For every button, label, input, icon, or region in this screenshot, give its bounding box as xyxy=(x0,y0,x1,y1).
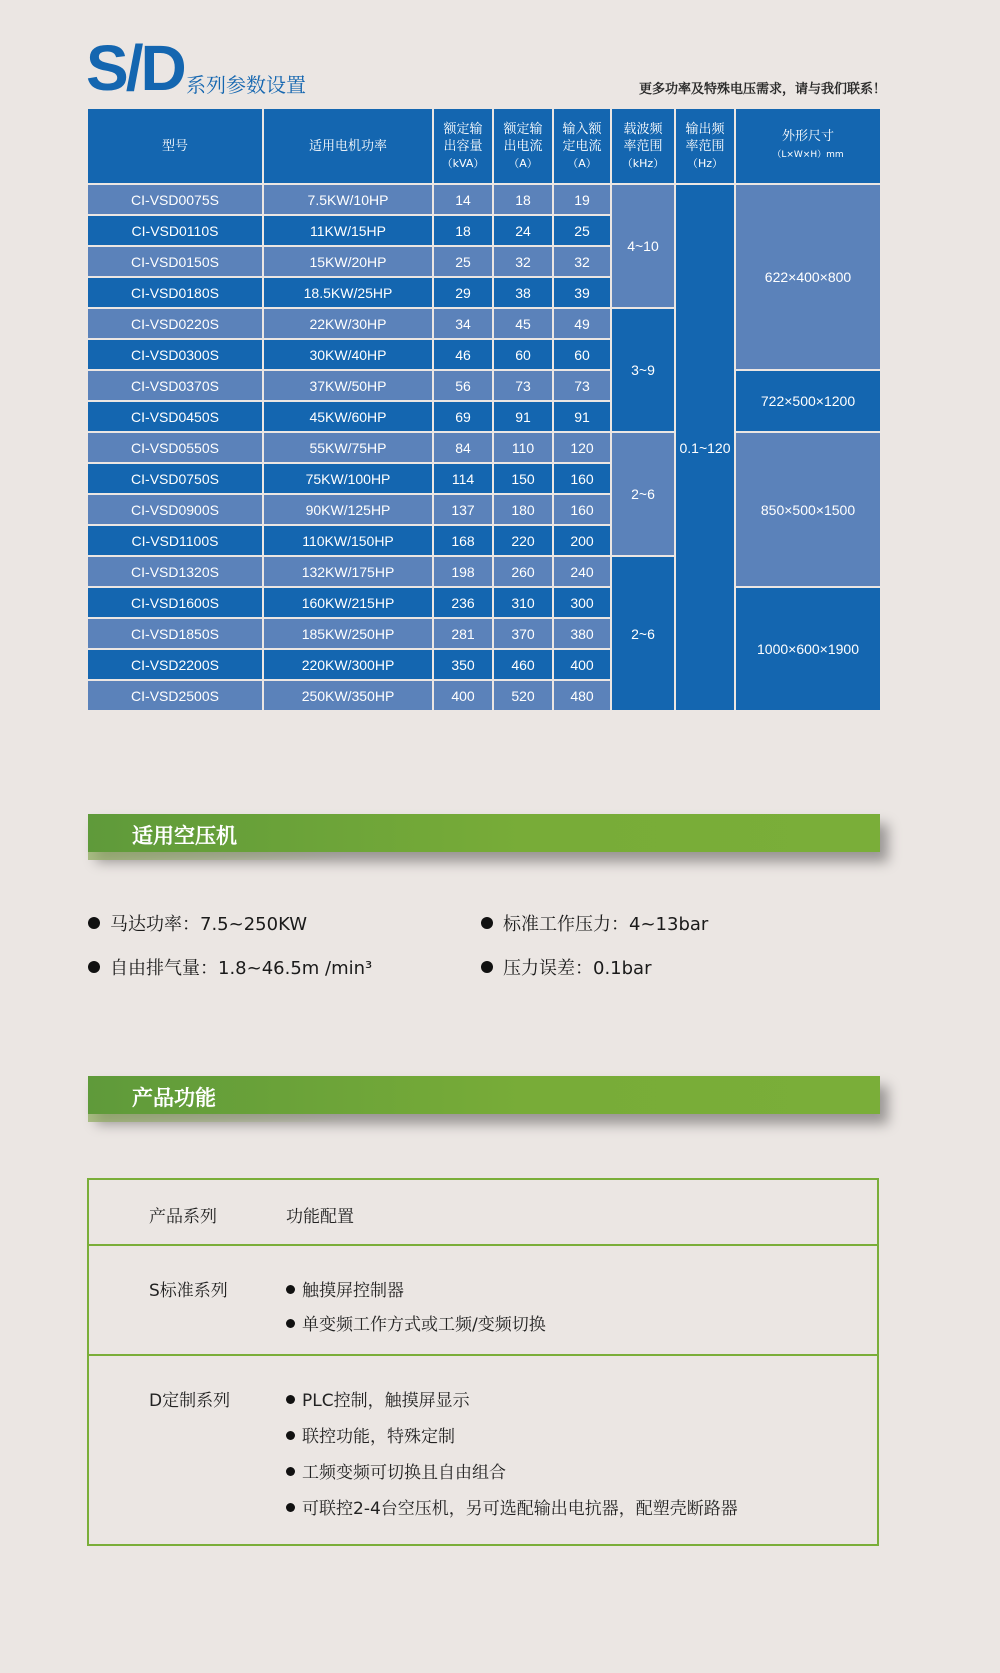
series-name: D定制系列 xyxy=(149,1391,231,1411)
cell-kva: 281 xyxy=(433,618,493,649)
section-title: 适用空压机 xyxy=(132,824,237,848)
function-row-custom xyxy=(89,1356,877,1544)
spec-table xyxy=(86,107,882,712)
cell-power: 22KW/30HP xyxy=(263,308,433,339)
function-header-config: 功能配置 xyxy=(286,1207,354,1227)
cell-out-current: 520 xyxy=(493,680,553,711)
page-header xyxy=(86,32,886,104)
header-motor-power: 适用电机功率 xyxy=(263,108,433,184)
feature-item: 联控功能，特殊定制 xyxy=(286,1422,455,1447)
spec-header-row xyxy=(87,108,881,184)
cell-kva: 34 xyxy=(433,308,493,339)
cell-kva: 14 xyxy=(433,184,493,215)
cell-kva: 137 xyxy=(433,494,493,525)
table-row xyxy=(87,370,881,401)
bullet-icon xyxy=(286,1503,295,1512)
cell-out-current: 60 xyxy=(493,339,553,370)
header-rated-capacity: 额定输 出容量 （kVA） xyxy=(433,108,493,184)
spec-item-pressure-error: 压力误差：0.1bar xyxy=(481,954,651,980)
cell-out-current: 220 xyxy=(493,525,553,556)
cell-power: 250KW/350HP xyxy=(263,680,433,711)
cell-out-current: 260 xyxy=(493,556,553,587)
cell-model: CI-VSD1850S xyxy=(87,618,263,649)
bullet-icon xyxy=(286,1467,295,1476)
series-subtitle: 系列参数设置 xyxy=(186,73,306,97)
cell-carrier-freq: 4~10 xyxy=(611,184,675,308)
bullet-icon xyxy=(286,1395,295,1404)
function-header-series: 产品系列 xyxy=(149,1207,217,1227)
cell-model: CI-VSD0450S xyxy=(87,401,263,432)
spec-item-air-delivery: 自由排气量：1.8~46.5m /min³ xyxy=(88,954,372,980)
cell-output-freq: 0.1~120 xyxy=(675,184,735,711)
cell-in-current: 91 xyxy=(553,401,611,432)
cell-power: 110KW/150HP xyxy=(263,525,433,556)
cell-model: CI-VSD1320S xyxy=(87,556,263,587)
function-table xyxy=(87,1178,879,1546)
cell-model: CI-VSD0900S xyxy=(87,494,263,525)
cell-model: CI-VSD1600S xyxy=(87,587,263,618)
cell-power: 220KW/300HP xyxy=(263,649,433,680)
bullet-icon xyxy=(481,917,493,929)
cell-dimensions: 722×500×1200 xyxy=(735,370,881,432)
spec-item-work-pressure: 标准工作压力：4~13bar xyxy=(481,910,708,936)
cell-carrier-freq: 2~6 xyxy=(611,556,675,711)
header-carrier-freq: 载波频 率范围 （kHz） xyxy=(611,108,675,184)
cell-kva: 236 xyxy=(433,587,493,618)
cell-out-current: 38 xyxy=(493,277,553,308)
cell-kva: 350 xyxy=(433,649,493,680)
feature-item: 触摸屏控制器 xyxy=(286,1276,404,1301)
header-input-current: 输入额 定电流 （A） xyxy=(553,108,611,184)
cell-power: 45KW/60HP xyxy=(263,401,433,432)
cell-kva: 114 xyxy=(433,463,493,494)
cell-in-current: 200 xyxy=(553,525,611,556)
cell-model: CI-VSD0370S xyxy=(87,370,263,401)
bullet-icon xyxy=(88,961,100,973)
cell-kva: 168 xyxy=(433,525,493,556)
cell-dimensions: 850×500×1500 xyxy=(735,432,881,587)
cell-model: CI-VSD2200S xyxy=(87,649,263,680)
cell-kva: 46 xyxy=(433,339,493,370)
section-title: 产品功能 xyxy=(132,1086,216,1110)
cell-model: CI-VSD0220S xyxy=(87,308,263,339)
bullet-icon xyxy=(88,917,100,929)
bullet-icon xyxy=(286,1319,295,1328)
cell-power: 30KW/40HP xyxy=(263,339,433,370)
cell-in-current: 480 xyxy=(553,680,611,711)
cell-in-current: 300 xyxy=(553,587,611,618)
cell-in-current: 160 xyxy=(553,463,611,494)
header-dimensions: 外形尺寸 （L×W×H）mm xyxy=(735,108,881,184)
cell-power: 90KW/125HP xyxy=(263,494,433,525)
cell-power: 55KW/75HP xyxy=(263,432,433,463)
cell-kva: 198 xyxy=(433,556,493,587)
cell-out-current: 32 xyxy=(493,246,553,277)
cell-power: 11KW/15HP xyxy=(263,215,433,246)
cell-in-current: 380 xyxy=(553,618,611,649)
contact-note: 更多功率及特殊电压需求，请与我们联系！ xyxy=(638,82,886,97)
cell-model: CI-VSD0150S xyxy=(87,246,263,277)
cell-model: CI-VSD0110S xyxy=(87,215,263,246)
cell-out-current: 310 xyxy=(493,587,553,618)
feature-item: 单变频工作方式或工频/变频切换 xyxy=(286,1310,546,1335)
feature-item: 可联控2-4台空压机，另可选配输出电抗器，配塑壳断路器 xyxy=(286,1494,738,1519)
bullet-icon xyxy=(286,1431,295,1440)
cell-model: CI-VSD0750S xyxy=(87,463,263,494)
cell-power: 75KW/100HP xyxy=(263,463,433,494)
cell-dimensions: 622×400×800 xyxy=(735,184,881,370)
cell-in-current: 19 xyxy=(553,184,611,215)
cell-carrier-freq: 3~9 xyxy=(611,308,675,432)
function-row-standard xyxy=(89,1246,877,1356)
series-title: S/D xyxy=(86,32,184,104)
compressor-spec-list xyxy=(88,908,888,998)
cell-out-current: 180 xyxy=(493,494,553,525)
cell-model: CI-VSD0075S xyxy=(87,184,263,215)
table-row xyxy=(87,587,881,618)
cell-kva: 25 xyxy=(433,246,493,277)
cell-in-current: 25 xyxy=(553,215,611,246)
cell-in-current: 39 xyxy=(553,277,611,308)
header-model: 型号 xyxy=(87,108,263,184)
function-header-row xyxy=(89,1180,877,1246)
cell-in-current: 400 xyxy=(553,649,611,680)
cell-model: CI-VSD0300S xyxy=(87,339,263,370)
cell-out-current: 460 xyxy=(493,649,553,680)
spec-item-motor-power: 马达功率：7.5~250KW xyxy=(88,910,307,936)
section-function-header xyxy=(88,1076,880,1116)
feature-item: 工频变频可切换且自由组合 xyxy=(286,1458,506,1483)
cell-kva: 56 xyxy=(433,370,493,401)
cell-in-current: 120 xyxy=(553,432,611,463)
cell-power: 15KW/20HP xyxy=(263,246,433,277)
cell-power: 185KW/250HP xyxy=(263,618,433,649)
cell-kva: 84 xyxy=(433,432,493,463)
cell-in-current: 73 xyxy=(553,370,611,401)
cell-out-current: 73 xyxy=(493,370,553,401)
cell-in-current: 60 xyxy=(553,339,611,370)
series-name: S标准系列 xyxy=(149,1281,228,1301)
cell-model: CI-VSD0180S xyxy=(87,277,263,308)
header-rated-current: 额定输 出电流 （A） xyxy=(493,108,553,184)
cell-out-current: 91 xyxy=(493,401,553,432)
cell-out-current: 150 xyxy=(493,463,553,494)
cell-power: 37KW/50HP xyxy=(263,370,433,401)
cell-model: CI-VSD2500S xyxy=(87,680,263,711)
cell-dimensions: 1000×600×1900 xyxy=(735,587,881,711)
feature-item: PLC控制，触摸屏显示 xyxy=(286,1386,470,1411)
cell-out-current: 370 xyxy=(493,618,553,649)
cell-power: 132KW/175HP xyxy=(263,556,433,587)
cell-model: CI-VSD1100S xyxy=(87,525,263,556)
cell-kva: 18 xyxy=(433,215,493,246)
cell-in-current: 49 xyxy=(553,308,611,339)
cell-out-current: 45 xyxy=(493,308,553,339)
cell-kva: 400 xyxy=(433,680,493,711)
cell-in-current: 240 xyxy=(553,556,611,587)
cell-carrier-freq: 2~6 xyxy=(611,432,675,556)
cell-in-current: 32 xyxy=(553,246,611,277)
cell-model: CI-VSD0550S xyxy=(87,432,263,463)
cell-in-current: 160 xyxy=(553,494,611,525)
header-output-freq: 输出频 率范围 （Hz） xyxy=(675,108,735,184)
cell-power: 18.5KW/25HP xyxy=(263,277,433,308)
bullet-icon xyxy=(481,961,493,973)
table-row xyxy=(87,184,881,215)
cell-kva: 69 xyxy=(433,401,493,432)
bullet-icon xyxy=(286,1285,295,1294)
cell-out-current: 110 xyxy=(493,432,553,463)
section-compressor-header xyxy=(88,814,880,854)
cell-out-current: 18 xyxy=(493,184,553,215)
cell-kva: 29 xyxy=(433,277,493,308)
table-row xyxy=(87,432,881,463)
cell-out-current: 24 xyxy=(493,215,553,246)
cell-power: 7.5KW/10HP xyxy=(263,184,433,215)
cell-power: 160KW/215HP xyxy=(263,587,433,618)
